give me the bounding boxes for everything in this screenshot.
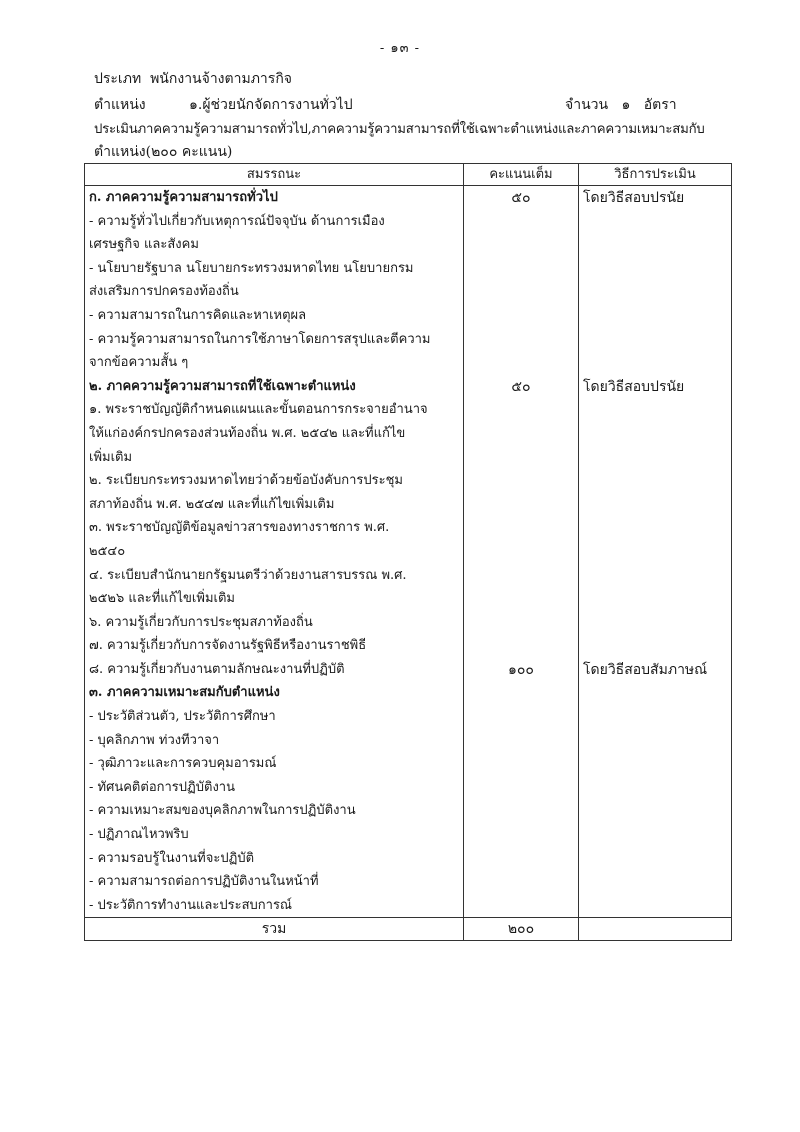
competency-line: - บุคลิกภาพ ท่วงทีวาจา: [89, 732, 220, 748]
type-value: พนักงานจ้างตามภารกิจ: [150, 71, 292, 87]
position-value: ๑.ผู้ช่วยนักจัดการงานทั่วไป: [189, 97, 353, 113]
section-method: โดยวิธีสอบสัมภาษณ์: [583, 662, 708, 678]
competency-line: ๘. ความรู้เกี่ยวกับงานตามลักษณะงานที่ปฏิบัติ: [89, 661, 345, 677]
header-full-score: คะแนนเต็ม: [464, 164, 579, 186]
table-body-row: [85, 186, 732, 918]
competency-line: - ความรู้ความสามารถในการใช้ภาษาโดยการสรุปและตีความ: [89, 331, 431, 347]
competency-line: ให้แก่องค์กรปกครองส่วนท้องถิ่น พ.ศ. ๒๕๔๒ และที่แก้ไข: [89, 425, 406, 441]
competency-line: - วุฒิภาวะและการควบคุมอารมณ์: [89, 756, 277, 772]
competency-line: - ความรู้ทั่วไปเกี่ยวกับเหตุการณ์ปัจจุบัน ด้านการเมือง: [89, 213, 385, 229]
section-heading: ๓. ภาคความเหมาะสมกับตำแหน่ง: [89, 685, 280, 701]
quota-value: ๑: [621, 97, 631, 113]
competency-line: ๒๕๔๐: [89, 543, 126, 559]
competency-line: ๓. พระราชบัญญัติข้อมูลข่าวสารของทางราชการ พ.ศ.: [89, 520, 390, 536]
header-method: วิธีการประเมิน: [579, 164, 732, 186]
total-label: รวม: [85, 918, 464, 941]
section-heading: ๒. ภาคความรู้ความสามารถที่ใช้เฉพาะตำแหน่ง: [89, 378, 356, 394]
competency-cell: [85, 186, 464, 918]
total-empty: [579, 918, 732, 941]
competency-line: ๔. ระเบียบสำนักนายกรัฐมนตรีว่าด้วยงานสารบรรณ พ.ศ.: [89, 567, 407, 583]
quota-unit: อัตรา: [643, 97, 677, 113]
table-header-row: [85, 164, 732, 186]
assessment-line-2: ตำแหน่ง(๒๐๐ คะแนน): [94, 144, 233, 160]
quota-label: จำนวน: [565, 97, 609, 113]
section-heading: ก. ภาคความรู้ความสามารถทั่วไป: [89, 190, 278, 205]
header-competency: สมรรถนะ: [85, 164, 464, 186]
section-score: ๕๐: [511, 378, 531, 395]
competency-line: จากข้อความสั้น ๆ: [89, 355, 189, 371]
competency-line: ๒๕๒๖ และที่แก้ไขเพิ่มเติม: [89, 591, 235, 607]
competency-line: สภาท้องถิ่น พ.ศ. ๒๕๔๗ และที่แก้ไขเพิ่มเติม: [89, 496, 335, 512]
score-cell: [464, 186, 579, 918]
competency-line: เพิ่มเติม: [89, 449, 133, 465]
type-line: [94, 68, 292, 90]
competency-line: ๖. ความรู้เกี่ยวกับการประชุมสภาท้องถิ่น: [89, 614, 313, 630]
page-number: - ๑๓ -: [379, 41, 421, 56]
section-score: ๑๐๐: [508, 662, 534, 678]
section-score: ๕๐: [511, 190, 531, 206]
competency-line: - ความสามารถในการคิดและหาเหตุผล: [89, 307, 307, 323]
competency-line: - ทัศนคติต่อการปฏิบัติงาน: [89, 779, 235, 795]
type-label: ประเภท: [94, 71, 142, 87]
competency-line: - ความรอบรู้ในงานที่จะปฏิบัติ: [89, 850, 255, 866]
competency-line: ๒. ระเบียบกระทรวงมหาดไทยว่าด้วยข้อบังคับการประชุม: [89, 473, 403, 489]
method-cell: [579, 186, 732, 918]
quota-line: [565, 94, 677, 116]
competency-line: - ความสามารถต่อการปฏิบัติงานในหน้าที่: [89, 874, 319, 890]
position-line: [94, 94, 146, 116]
competency-line: ๑. พระราชบัญญัติกำหนดแผนและขั้นตอนการกระจายอำนาจ: [89, 402, 428, 418]
assessment-line-1: ประเมินภาคความรู้ความสามารถทั่วไป,ภาคความรู้ความสามารถที่ใช้เฉพาะตำแหน่งและภาคความเหมาะสมกับ: [94, 122, 705, 137]
section-method: โดยวิธีสอบปรนัย: [583, 378, 685, 395]
competency-line: - ความเหมาะสมของบุคลิกภาพในการปฏิบัติงาน: [89, 803, 356, 819]
competency-line: - นโยบายรัฐบาล นโยบายกระทรวงมหาดไทย นโยบายกรม: [89, 260, 414, 276]
position-label: ตำแหน่ง: [94, 97, 146, 113]
competency-line: ๗. ความรู้เกี่ยวกับการจัดงานรัฐพิธีหรืองานราชพิธี: [89, 638, 367, 654]
section-method: โดยวิธีสอบปรนัย: [583, 190, 685, 206]
competency-line: - ปฏิภาณไหวพริบ: [89, 827, 189, 843]
assessment-table: [84, 163, 732, 941]
total-value: ๒๐๐: [464, 918, 579, 941]
competency-line: - ประวัติส่วนตัว, ประวัติการศึกษา: [89, 709, 276, 725]
competency-line: - ประวัติการทำงานและประสบการณ์: [89, 897, 292, 913]
total-row: [85, 918, 732, 941]
competency-line: ส่งเสริมการปกครองท้องถิ่น: [89, 284, 239, 300]
competency-line: เศรษฐกิจ และสังคม: [89, 237, 199, 253]
